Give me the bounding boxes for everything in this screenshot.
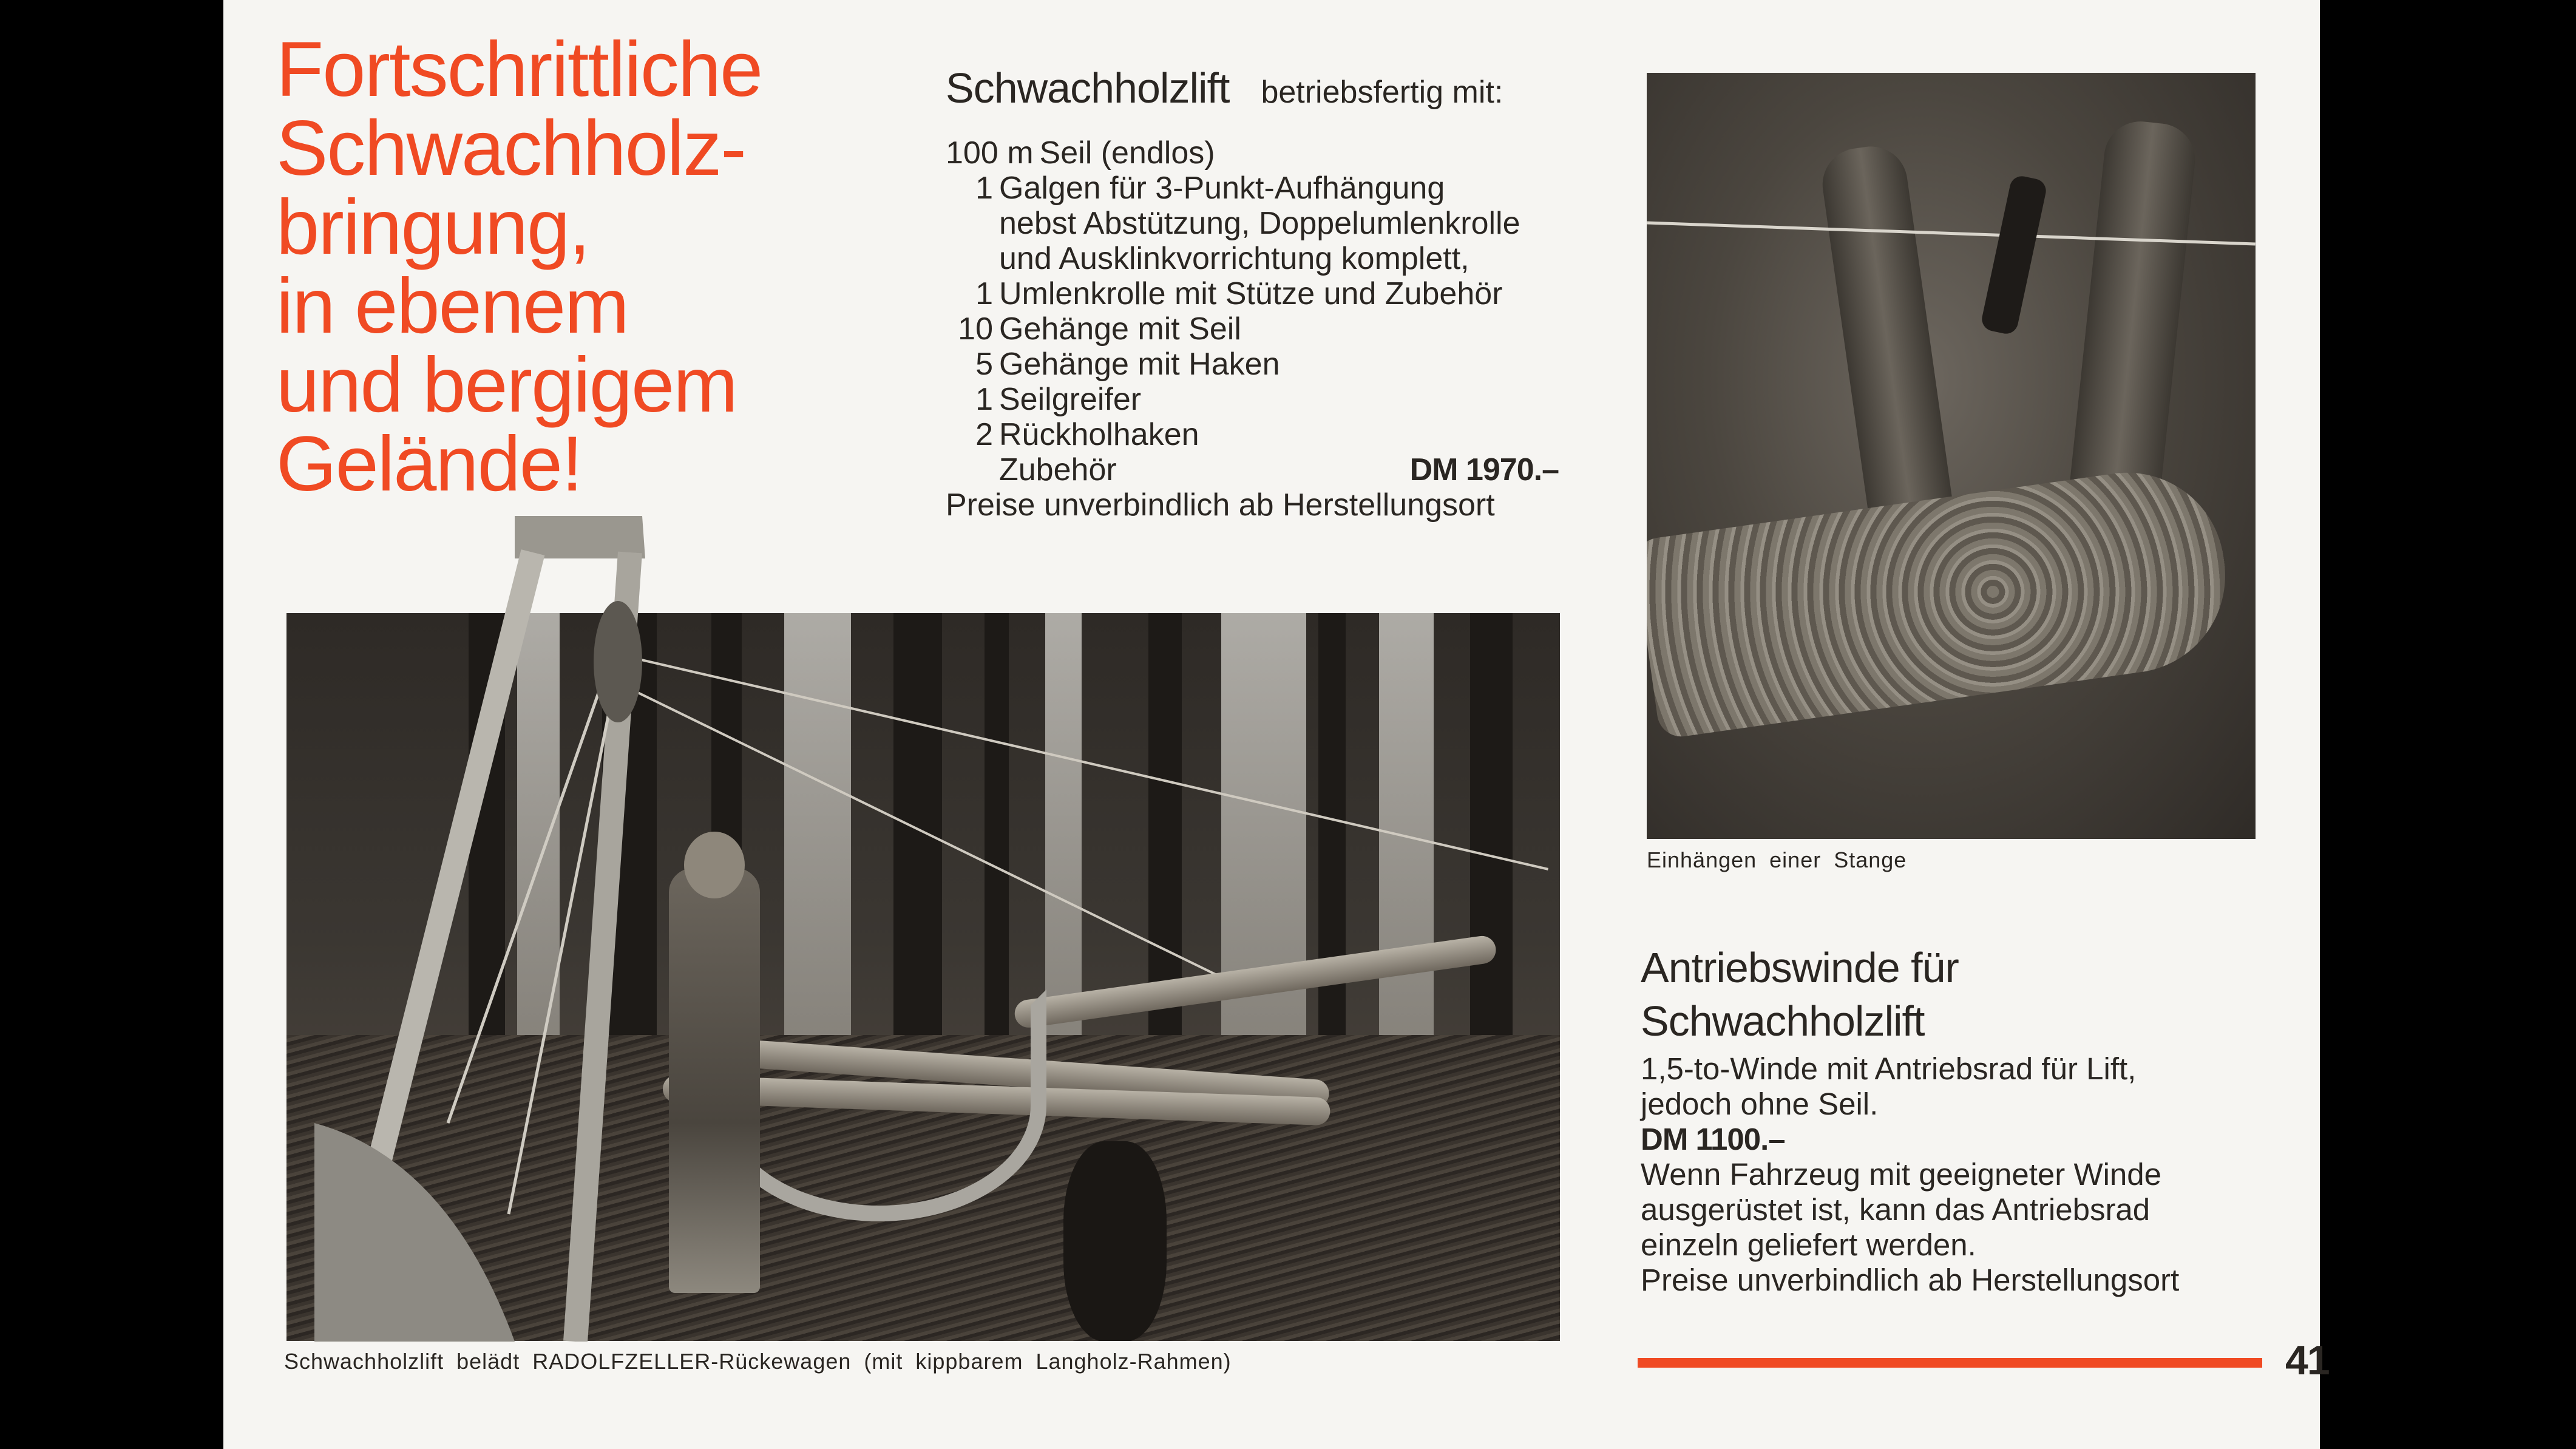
spec-item-continuation	[946, 241, 1559, 276]
schwachholzlift-spec	[946, 64, 1559, 523]
headline-line: bringung,	[276, 184, 589, 271]
winch-title-line: Schwachholzlift	[1641, 997, 1925, 1045]
spec-item-qty: 2	[975, 417, 993, 452]
spec-title: Schwachholzlift	[946, 64, 1230, 112]
spec-item-continuation	[946, 206, 1559, 241]
spec-item-qty: 100 m	[946, 135, 1034, 171]
headline	[276, 26, 762, 507]
headline-line: Schwachholz-	[276, 105, 745, 192]
spec-item-text: Seil (endlos)	[1039, 135, 1215, 171]
worker-photo-caption: Einhängen einer Stange	[1647, 847, 1907, 872]
spec-item	[946, 347, 1559, 382]
spec-item-list	[946, 135, 1559, 523]
spec-item-qty: 5	[975, 347, 993, 382]
price-note: Preise unverbindlich ab Herstellungsort	[946, 487, 1495, 523]
spec-subtitle: betriebsfertig mit:	[1261, 75, 1503, 110]
winch-detail-line: ausgerüstet ist, kann das Antriebsrad	[1641, 1192, 2151, 1227]
headline-line: Fortschrittliche	[276, 26, 762, 113]
accessories-label: Zubehör	[999, 452, 1117, 487]
headline-line: Gelände!	[276, 421, 582, 507]
winch-body	[1641, 1051, 2179, 1298]
spec-item-qty: 1	[975, 171, 993, 206]
spec-item-text: Umlenkrolle mit Stütze und Zubehör	[999, 276, 1503, 311]
spec-item	[946, 382, 1559, 417]
spec-item	[946, 276, 1559, 311]
headline-line: und bergigem	[276, 342, 737, 429]
spec-item-qty: 1	[975, 276, 993, 311]
spec-item-text: Gehänge mit Seil	[999, 311, 1241, 347]
spec-item	[946, 311, 1559, 347]
brochure-page	[223, 0, 2329, 1449]
spec-item	[946, 171, 1559, 206]
page-number: 41	[2285, 1337, 2329, 1383]
spec-item-text: nebst Abstützung, Doppelumlenkrolle	[999, 206, 1520, 241]
spec-item-text: Seilgreifer	[999, 382, 1142, 417]
spec-price-row	[946, 452, 1559, 487]
forest-lift-photo	[286, 613, 1560, 1341]
price-note: Preise unverbindlich ab Herstellungsort	[1641, 1263, 2180, 1297]
winch-description-line: jedoch ohne Seil.	[1641, 1087, 1879, 1121]
winch-description-line: 1,5-to-Winde mit Antriebsrad für Lift,	[1641, 1051, 2137, 1086]
spec-item	[946, 135, 1559, 171]
winch-detail-line: einzeln geliefert werden.	[1641, 1227, 1976, 1262]
winch-detail-line: Wenn Fahrzeug mit geeigneter Winde	[1641, 1157, 2162, 1192]
footer-accent-bar	[1638, 1358, 2262, 1368]
antriebswinde-section	[1641, 941, 2179, 1298]
spec-item-text: Rückholhaken	[999, 417, 1199, 452]
spec-item-text: Gehänge mit Haken	[999, 347, 1280, 382]
winch-title-line: Antriebswinde für	[1641, 944, 1959, 991]
forest-photo-caption: Schwachholzlift belädt RADOLFZELLER-Rückewagen (mit kippbarem Langholz-Rahmen)	[284, 1349, 1232, 1374]
winch-price: DM 1100.–	[1641, 1122, 1785, 1156]
spec-item	[946, 417, 1559, 452]
spec-item-text: und Ausklinkvorrichtung komplett,	[999, 241, 1469, 276]
spec-price: DM 1970.–	[1409, 452, 1559, 487]
spec-title-row	[946, 64, 1559, 112]
worker-hooking-photo	[1647, 73, 2256, 839]
headline-line: in ebenem	[276, 263, 628, 350]
spec-item-qty: 1	[975, 382, 993, 417]
spec-item-qty: 10	[958, 311, 993, 347]
spec-item-text: Galgen für 3-Punkt-Aufhängung	[999, 171, 1445, 206]
